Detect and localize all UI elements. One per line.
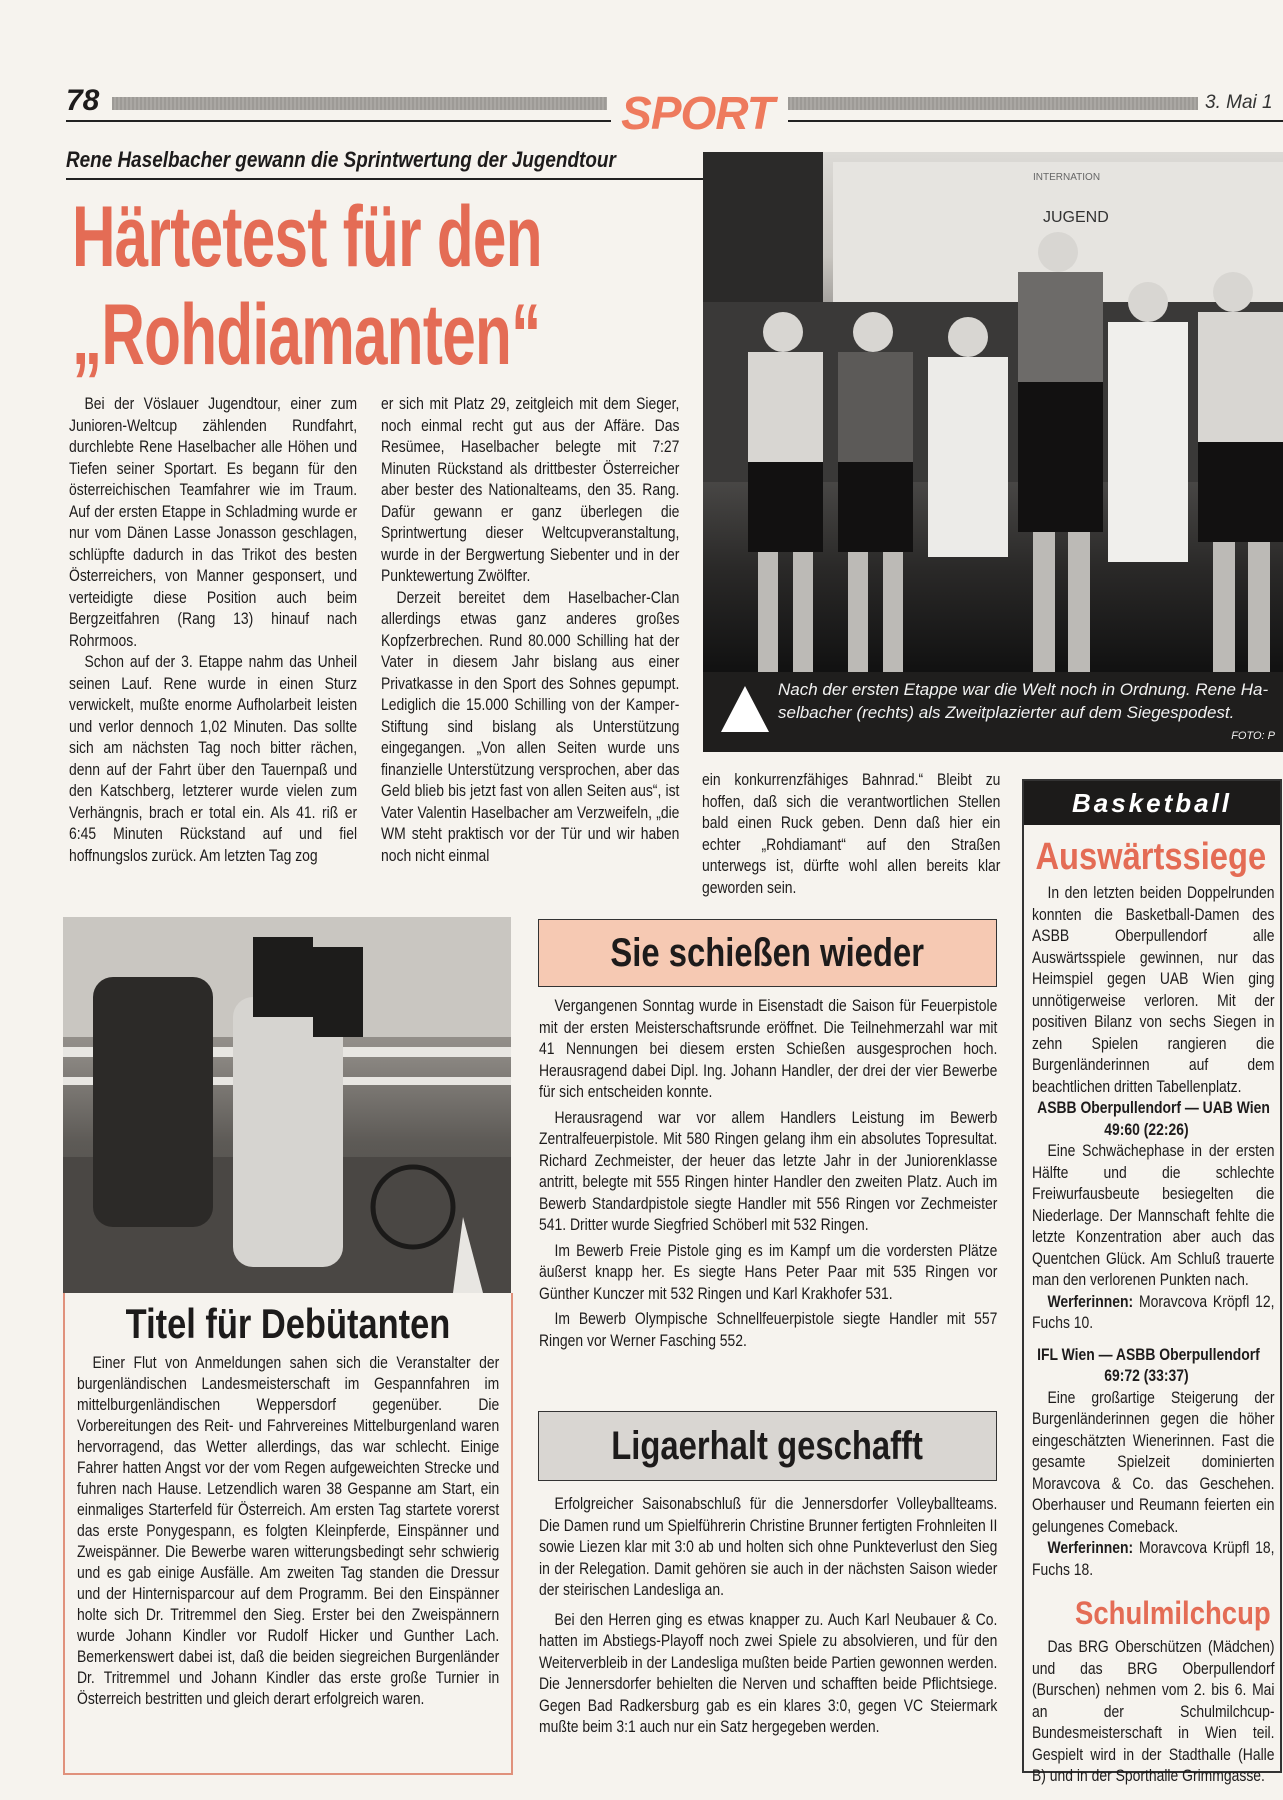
basketball-box <box>1022 779 1282 1785</box>
game-teams: IFL Wien — ASBB Oberpullendorf <box>1037 1345 1260 1364</box>
paragraph: Derzeit bereitet dem Haselbacher-Clan allerdings etwas ganz anderes großes Kopfzerbrechen. Rund 80.000 Schilling hat der Vater in diesem Jahr bislang aus einer Privatkasse in den Sport des Sohnes gepumpt. Lediglich die 15.000 Schilling von der Kamper-Stiftung sind bislang als Unterstützung eingegangen. „Von allen Seiten wurde uns finanzielle Unterstützung versprochen, aber das Geld blieb bis jetzt fast von allen Seiten aus“, ist Vater Valentin Haselbacher am Verzweifeln, „die WM steht praktisch vor der Tür und wir haben noch nicht einmal <box>381 588 680 865</box>
game-teams: ASBB Oberpullendorf — UAB Wien <box>1037 1099 1270 1117</box>
article-kicker: Rene Haselbacher gewann die Sprintwertung der Jugendtour <box>66 147 616 172</box>
article-headline-box <box>538 919 997 987</box>
titel-article <box>63 1293 513 1775</box>
game-score: 69:72 (33:37) <box>1104 1367 1189 1385</box>
schiessen-article <box>539 996 997 1352</box>
page-number: 78 <box>66 84 100 117</box>
header-bar-left <box>112 97 607 110</box>
scorers-list: Moravcova Kröpfl 12, Fuchs 10. <box>1032 1292 1275 1332</box>
paragraph: Im Bewerb Olympische Schnellfeuerpistole siegte Handler mit 557 Ringen vor Werner Fasching 552. <box>539 1310 998 1350</box>
paragraph: In den letzten beiden Doppelrunden konnten die Basketball-Damen des ASBB Oberpullendorf alle Auswärtsspiele gewinnen, nur das Heimspiel gegen UAB Wien ging unnötigerweise verloren. Mit der positiven Bilanz von sechs Siegen in zehn Spielen rangieren die Burgenländerinnen auf dem beachtlichen dritten Tabellenplatz. <box>1032 884 1275 1096</box>
lead-column-2 <box>381 394 679 867</box>
paragraph: Das BRG Oberschützen (Mädchen) und das BRG Oberpullendorf (Burschen) nehmen vom 2. bis 6. Mai an der Schulmilchcup-Bundesmeisterschaft in Wien teil. Gespielt wird in der Stadthalle (Halle B) und in der Sporthalle Grimmgasse. <box>1032 1638 1275 1785</box>
podium-photo <box>703 152 1283 672</box>
liga-article <box>539 1494 997 1739</box>
paragraph: er sich mit Platz 29, zeitgleich mit dem Sieger, noch einmal recht gut aus der Affäre. Das Resümee, Haselbacher belegte mit 7:27 Minuten Rückstand als drittbester Österreicher aber bester des Nationalteams, den 35. Rang. Dafür gewann er ganz überlegen die Sprintwertung dieser Weltcupveranstaltung, wurde in der Bergwertung Siebenter und in der Punktewertung Zwölfter. <box>381 395 680 585</box>
paragraph: Im Bewerb Freie Pistole ging es im Kampf um die vordersten Plätze äußerst knapp her. Es siegte Hans Peter Paar mit 535 Ringen vor Günther Kunczer mit 532 Ringen und Karl Krakhofer 531. <box>539 1241 998 1303</box>
paragraph: Einer Flut von Anmeldungen sahen sich die Veranstalter der burgenländischen Landesmeisterschaft im Gespannfahren im mittelburgenländischen Weppersdorf gegenüber. Die Vorbereitungen des Reit- und Fahrvereines Mittelburgenland waren hervorragend, das Wetter allerdings, das war schlecht. Einige Fahrer hatten Angst vor der vom Regen aufgeweichten Strecke und fuhren nach Hause. Letzendlich waren 38 Gespanne am Start, ein einmaliges Starterfeld für Österreich. Am ersten Tag startete vorerst das erste Ponygespann, es folgten Kleinpferde, Einspänner und Zweispänner. Die Bewerbe waren witterungsbedingt sehr schwierig und es gab einige Ausfälle. Am zweiten Tag standen die Dressur und der Hinternisparcour auf dem Programm. Bei den Einspänner holte sich Dr. Tritremmel den Sieg. Erster bei den Zweispännern wurde Johann Kindler vor Rudolf Hicker und Gunther Lach. Bemerkenswert dabei ist, daß die beiden siegreichen Burgenländer Dr. Tritremmel und Johann Kindler das erste große Turnier in Österreich bestritten und gleich derart erfolgreich waren. <box>77 1354 500 1708</box>
paragraph: ein konkurrenzfähiges Bahnrad.“ Bleibt zu hoffen, daß sich die verantwortlichen Stellen bald einen Ruck geben. Denn daß hier ein echter „Rohdiamant“ auf den Straßen unterwegs ist, dürfte wohl allen bereits klar geworden sein. <box>702 771 1001 897</box>
paragraph: Bei der Vöslauer Jugendtour, einer zum Junioren-Weltcup zählenden Rundfahrt, durchlebte Rene Haselbacher alle Höhen und Tiefen seiner Sportart. Es begann für den österreichischen Teamfahrer wie im Traum. Auf der ersten Etappe in Schladming wurde er nur vom Dänen Lasse Jonasson geschlagen, schlüpfte dadurch in das Trikot des besten Österreichers, von Manner gesponsert, und verteidigte diese Position auch beim Bergzeitfahren (Rang 13) hinauf nach Rohrmoos. <box>69 395 358 650</box>
scorers-list: Moravcova Krüpfl 18, Fuchs 18. <box>1032 1539 1275 1579</box>
header-rule-left <box>66 120 611 122</box>
podium-photo-illustration <box>703 152 1283 672</box>
issue-date: 3. Mai 1 <box>1205 92 1273 113</box>
banner-text: INTERNATION <box>1033 172 1101 183</box>
scorers <box>1032 1292 1275 1335</box>
photo-credit: FOTO: P <box>1231 730 1275 742</box>
header-rule-right <box>788 120 1283 122</box>
article-headline: Titel für Debütanten <box>125 1300 451 1347</box>
game-score: 49:60 (22:26) <box>1104 1120 1189 1139</box>
titel-body <box>77 1353 499 1710</box>
header-bar-right <box>788 97 1198 110</box>
section-title: SPORT <box>621 87 774 139</box>
paragraph: Erfolgreicher Saisonabschluß für die Jennersdorfer Volleyballteams. Die Damen rund um Spielführerin Christine Brunner fertigten Frohnleiten II sowie Liezen klar mit 3:0 ab und holten sich ohne Punkteverlust den Sieg in der Relegation. Damit gehören sie auch in der nächsten Saison wieder der steirischen Landesliga an. <box>539 1495 998 1599</box>
kicker-rule <box>66 178 750 180</box>
article-headline: Sie schießen wieder <box>610 931 925 975</box>
triangle-icon <box>721 686 769 732</box>
article-headline: Schulmilchcup <box>1075 1595 1271 1631</box>
section-header: Basketball <box>1024 781 1280 825</box>
carriage-photo-illustration <box>63 917 511 1293</box>
paragraph: Eine großartige Steigerung der Burgenländerinnen gegen die höher eingeschätzten Wienerinnen. Fast die gesamte Spielzeit dominierten Moravcova & Co. das Geschehen. Oberhauser und Reumann feierten ein gelungenes Comeback. <box>1032 1388 1275 1536</box>
banner-text: JUGEND <box>1043 209 1109 226</box>
caption-line: Nach der ersten Etappe war die Welt noch in Ordnung. Rene Ha- <box>778 680 1269 699</box>
lead-column-3 <box>702 770 1000 899</box>
article-headline-box <box>538 1411 997 1481</box>
scorers <box>1032 1538 1275 1581</box>
paragraph: Schon auf der 3. Etappe nahm das Unheil seinen Lauf. Rene wurde in einen Sturz verwickelt, mußte enorme Aufholarbeit leisten und verlor dennoch 1,02 Minuten. Das sollte sich am nächsten Tag noch bitter rächen, denn auf der Fahrt über den Tauernpaß und den Katschberg, letzterer wurde vielen zum Verhängnis, brach er total ein. Als 41. riß er 6:45 Minuten Rückstand auf und fiel hoffnungslos zurück. Am letzten Tag zog <box>69 653 358 865</box>
paragraph: Vergangenen Sonntag wurde in Eisenstadt die Saison für Feuerpistole mit der ersten Meisterschaftsrunde eröffnet. Die Teilnehmerzahl war mit 41 Nennungen bei diesem ersten Schießen ausgesprochen hoch. Herausragend dabei Dipl. Ing. Johann Handler, der drei der vier Bewerbe für sich entscheiden konnte. <box>539 997 998 1101</box>
photo-caption <box>703 672 1283 752</box>
paragraph: Eine Schwächephase in der ersten Hälfte und die schlechte Freiwurfausbeute besiegelten die Niederlage. Der Mannschaft fehlte die letzte Konzentration aber auch das Quentchen Glück. Am Schluß trauerte man den verlorenen Punkten nach. <box>1032 1142 1275 1289</box>
article-headline: Härtetest für den „Rohdiamanten“ <box>72 189 542 383</box>
scorers-label: Werferinnen: <box>1047 1292 1134 1311</box>
caption-line: selbacher (rechts) als Zweitplazierter auf dem Siegespodest. <box>778 703 1235 722</box>
article-headline: Auswärtssiege <box>1035 836 1267 878</box>
caption-text <box>778 678 1268 724</box>
scorers-label: Werferinnen: <box>1047 1539 1134 1557</box>
carriage-photo <box>63 917 511 1293</box>
basketball-content <box>1032 831 1275 1788</box>
paragraph: Bei den Herren ging es etwas knapper zu. Auch Karl Neubauer & Co. hatten im Abstiegs-Playoff noch zwei Spiele zu absolvieren, und für den Weiterverbleib in der Landesliga mußten beide Partien gewonnen werden. Die Jennersdorfer behielten die Nerven und schafften beide Pflichtsiege. Gegen Bad Radkersburg gab es ein klares 3:0, gegen VC Steiermark mußte beim 3:1 auch nur ein Satz hergegeben werden. <box>539 1610 998 1736</box>
lead-column-1 <box>69 394 357 867</box>
paragraph: Herausragend war vor allem Handlers Leistung im Bewerb Zentralfeuerpistole. Mit 580 Ringen gelang ihm ein absolutes Topresultat. Richard Zechmeister, der heuer das letzte Jahr in der Juniorenklasse antritt, belegte mit 555 Ringen hinter Handler den zweiten Platz. Auch im Bewerb Standardpistole siegte Handler mit 556 Ringen vor Zechmeister 541. Dritter wurde Siegfried Schöberl mit 532 Ringen. <box>539 1108 998 1234</box>
article-headline: Ligaerhalt geschafft <box>611 1424 924 1468</box>
